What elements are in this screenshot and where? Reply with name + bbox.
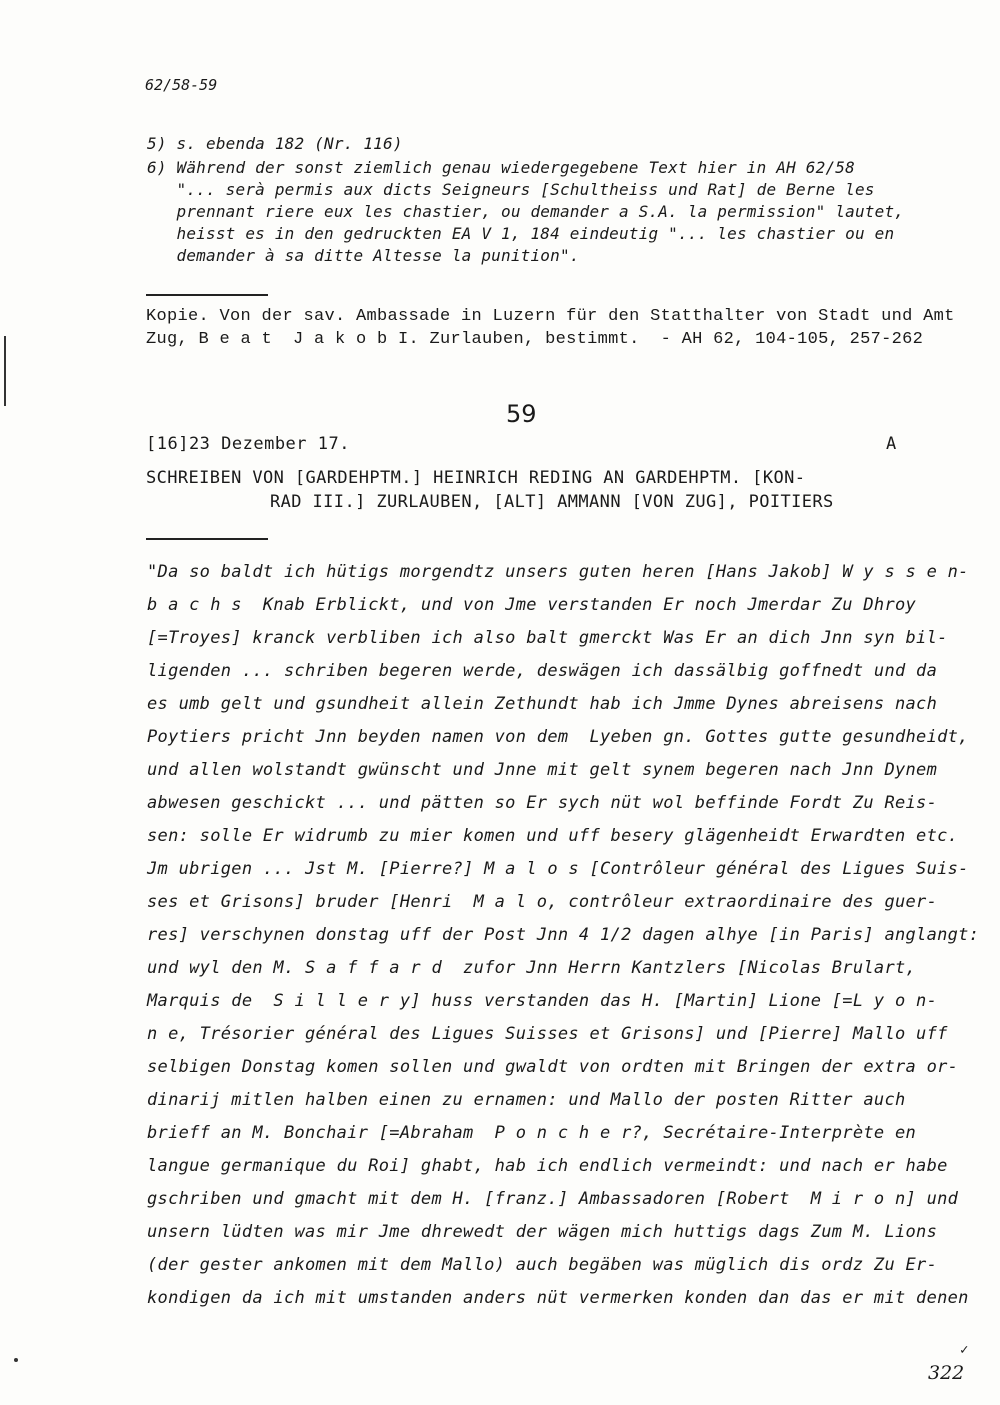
document-date: [16]23 Dezember 17.: [146, 434, 350, 454]
body-line: ses et Grisons] bruder [Henri M a l o, contrôleur extraordinaire des guer-: [147, 892, 938, 912]
source-line: Kopie. Von der sav. Ambassade in Luzern für den Statthalter von Stadt und Amt: [146, 307, 955, 326]
body-line: es umb gelt und gsundheit allein Zethundt hab ich Jmme Dynes abreisens nach: [147, 694, 938, 714]
body-line: brieff an M. Bonchair [=Abraham P o n c h e r?, Secrétaire-Interprète en: [147, 1123, 917, 1143]
body-line: und allen wolstandt gwünscht und Jnne mit gelt synem begeren nach Jnn Dynem: [147, 760, 938, 780]
body-line: [=Troyes] kranck verbliben ich also balt gmerckt Was Er an dich Jnn syn bil-: [147, 628, 948, 648]
body-line: gschriben und gmacht mit dem H. [franz.] Ambassadoren [Robert M i r o n] und: [147, 1189, 959, 1209]
document-title-line: SCHREIBEN VON [GARDEHPTM.] HEINRICH REDING AN GARDEHPTM. [KON-: [146, 468, 806, 488]
footnote-5: 5) s. ebenda 182 (Nr. 116): [147, 134, 403, 153]
footnote-6-line: prennant riere eux les chastier, ou demander a S.A. la permission" lautet,: [147, 202, 905, 221]
page-mark: 322: [928, 1362, 965, 1384]
scan-dot: [14, 1358, 18, 1362]
body-line: b a c h s Knab Erblickt, und von Jme verstanden Er noch Jmerdar Zu Dhroy: [147, 595, 917, 615]
body-line: Marquis de S i l l e r y] huss verstanden das H. [Martin] Lione [=L y o n-: [147, 991, 938, 1011]
footnote-6-line: demander à sa ditte Altesse la punition".: [147, 246, 580, 265]
body-line: n e, Trésorier général des Ligues Suisses et Grisons] und [Pierre] Mallo uff: [147, 1024, 948, 1044]
document-number: 59: [506, 400, 537, 428]
footnote-6-line: 6) Während der sonst ziemlich genau wiedergegebene Text hier in AH 62/58: [147, 158, 855, 177]
body-line: Poytiers pricht Jnn beyden namen von dem Lyeben gn. Gottes gutte gesundheidt,: [147, 727, 969, 747]
source-separator: [146, 294, 268, 296]
body-line: Jm ubrigen ... Jst M. [Pierre?] M a l o s [Contrôleur général des Ligues Suis-: [147, 859, 969, 879]
document-marker: A: [886, 434, 897, 454]
body-line: selbigen Donstag komen sollen und gwaldt von ordten mit Bringen der extra or-: [147, 1057, 959, 1077]
document-title-line: RAD III.] ZURLAUBEN, [ALT] AMMANN [VON ZUG], POITIERS: [270, 492, 834, 512]
body-line: sen: solle Er widrumb zu mier komen und uff besery glägenheidt Erwardten etc.: [147, 826, 959, 846]
body-line: res] verschynen donstag uff der Post Jnn 4 1/2 dagen alhye [in Paris] anglangt:: [147, 925, 980, 945]
body-line: ligenden ... schriben begeren werde, deswägen ich dassälbig goffnedt und da: [147, 661, 938, 681]
body-line: (der gester ankomen mit dem Mallo) auch begäben was müglich dis ordz Zu Er-: [147, 1255, 938, 1275]
body-line: dinarij mitlen halben einen zu ernamen: und Mallo der posten Ritter auch: [147, 1090, 906, 1110]
check-mark: ✓: [960, 1342, 969, 1358]
source-line: Zug, B e a t J a k o b I. Zurlauben, bestimmt. - AH 62, 104-105, 257-262: [146, 330, 924, 349]
body-line: abwesen geschickt ... und pätten so Er sych nüt wol beffinde Fordt Zu Reis-: [147, 793, 938, 813]
body-line: kondigen da ich mit umstanden anders nüt vermerken konden dan das er mit denen: [147, 1288, 969, 1308]
scan-edge-mark: [4, 336, 6, 406]
reference-number: 62/58-59: [145, 76, 218, 94]
body-line: langue germanique du Roi] ghabt, hab ich endlich vermeindt: und nach er habe: [147, 1156, 948, 1176]
title-separator: [146, 538, 268, 540]
body-line: "Da so baldt ich hütigs morgendtz unsers guten heren [Hans Jakob] W y s s e n-: [147, 562, 969, 582]
body-line: und wyl den M. S a f f a r d zufor Jnn Herrn Kantzlers [Nicolas Brulart,: [147, 958, 917, 978]
footnote-6-line: "... serà permis aux dicts Seigneurs [Schultheiss und Rat] de Berne les: [147, 180, 875, 199]
footnote-6-line: heisst es in den gedruckten EA V 1, 184 eindeutig "... les chastier ou en: [147, 224, 895, 243]
body-line: unsern lüdten was mir Jme dhrewedt der wägen mich huttigs dags Zum M. Lions: [147, 1222, 938, 1242]
